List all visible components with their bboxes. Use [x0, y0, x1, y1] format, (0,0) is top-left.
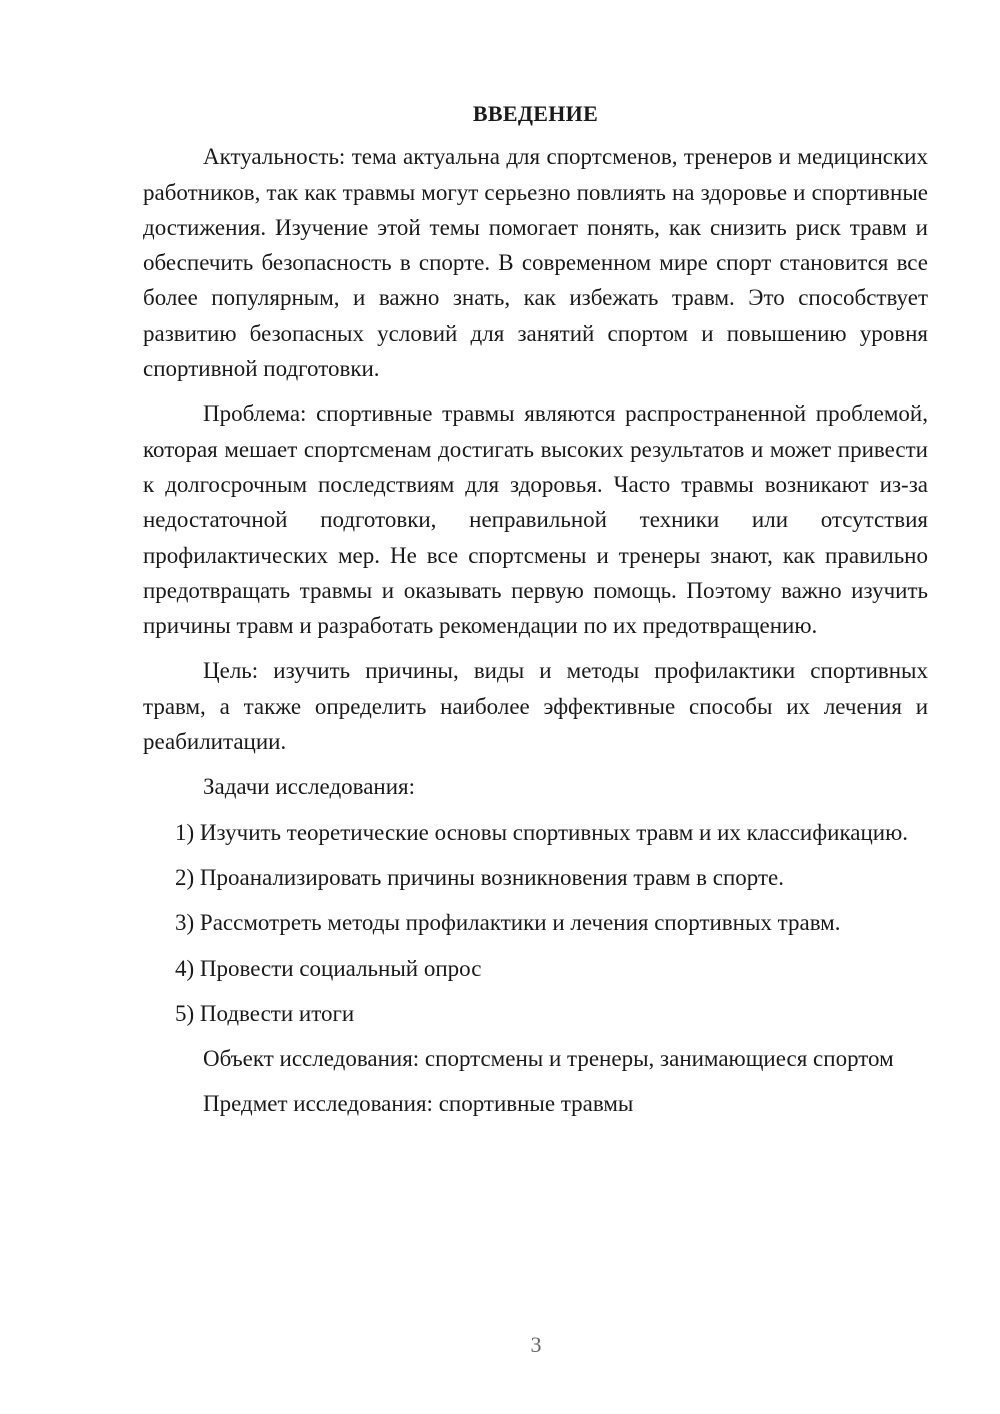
relevance-paragraph: Актуальность: тема актуальна для спортсменов, тренеров и медицинских работников, так как травмы могут серьезно повлиять на здоровье и спортивные достижения. Изучение этой темы помогает понять, как снизить риск травм и обеспечить безопасность в спорте. В современном мире спорт становится все более популярным, и важно знать, как избежать травм. Это способствует развитию безопасных условий для занятий спортом и повышению уровня спортивной подготовки.	[143, 144, 928, 382]
section-heading: ВВЕДЕНИЕ	[472, 101, 599, 126]
problem-paragraph: Проблема: спортивные травмы являются распространенной проблемой, которая мешает спортсменам достигать высоких результатов и может привести к долгосрочным последствиям для здоровья. Часто травмы возникают из-за недостаточной подготовки, неправильной техники или отсутствия профилактических мер. Не все спортсмены и тренеры знают, как правильно предотвращать травмы и оказывать первую помощь. Поэтому важно изучить причины травм и разработать рекомендации по их предотвращению.	[143, 401, 928, 639]
goal-paragraph: Цель: изучить причины, виды и методы профилактики спортивных травм, а также определить наиболее эффективные способы их лечения и реабилитации.	[143, 658, 928, 755]
task-item-5: 5) Подвести итоги	[175, 1000, 355, 1026]
task-item-1: 1) Изучить теоретические основы спортивных травм и их классификацию.	[175, 819, 909, 845]
task-item-3: 3) Рассмотреть методы профилактики и лечения спортивных травм.	[175, 910, 841, 936]
tasks-title: Задачи исследования:	[203, 774, 416, 800]
page-content	[143, 96, 928, 1132]
subject-paragraph: Предмет исследования: спортивные травмы	[203, 1091, 634, 1117]
object-paragraph: Объект исследования: спортсмены и тренеры, занимающиеся спортом	[203, 1046, 894, 1072]
task-item-4: 4) Провести социальный опрос	[175, 955, 482, 981]
page-number: 3	[530, 1332, 542, 1357]
task-item-2: 2) Проанализировать причины возникновения травм в спорте.	[175, 864, 785, 890]
